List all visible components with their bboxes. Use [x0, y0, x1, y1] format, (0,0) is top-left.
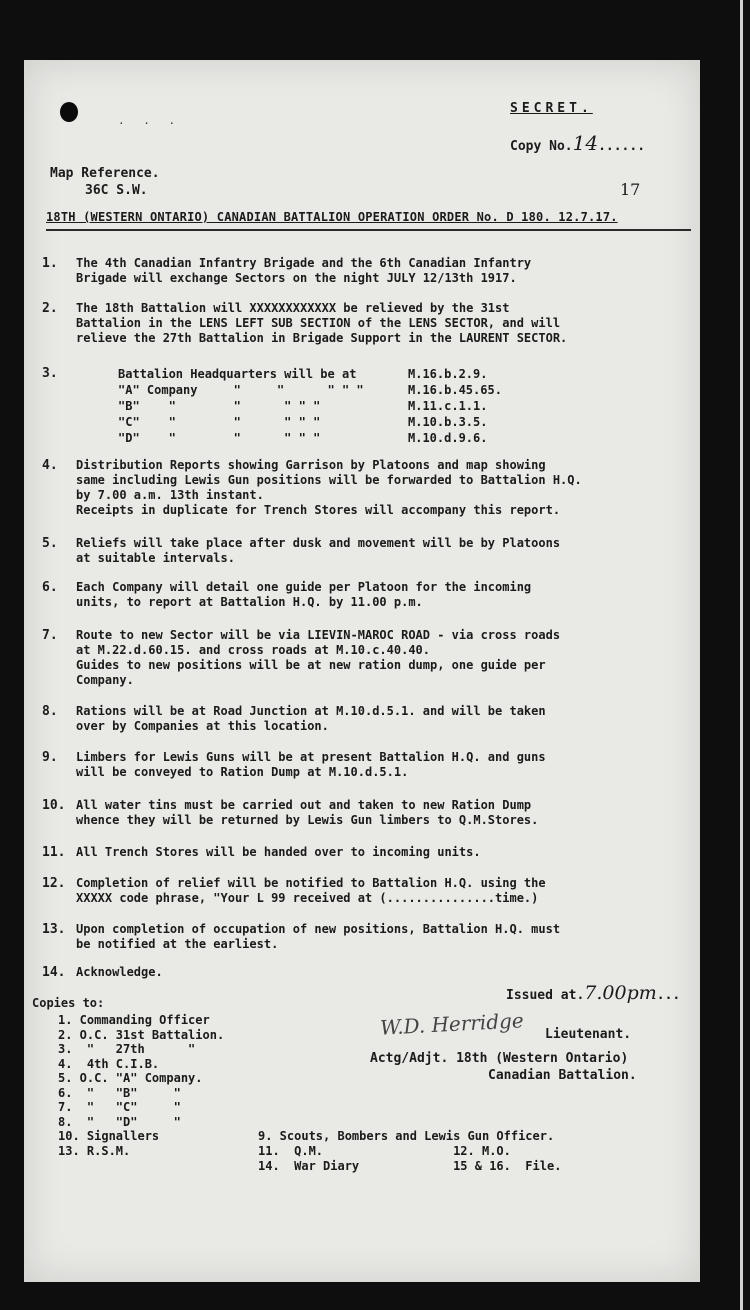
para-number: 12.: [42, 876, 66, 891]
list-item: 1. Commanding Officer: [58, 1013, 210, 1027]
para-number: 6.: [42, 580, 58, 595]
right-edge-strip: [740, 0, 743, 1310]
copy-no-value: 14: [572, 131, 599, 155]
para-text: Completion of relief will be notified to Battalion H.Q. using the XXXXX code phrase, "Your L 99 received at (...............time.): [76, 876, 546, 905]
page-number: 17: [620, 180, 641, 199]
list-item: 14. War Diary 15 & 16. File.: [258, 1159, 562, 1173]
para-number: 5.: [42, 536, 58, 551]
para-number: 4.: [42, 458, 58, 473]
hq-unit: "C" " " " " ": [118, 415, 321, 429]
issued-time: 7.00pm: [584, 982, 657, 1004]
table-row: [118, 398, 502, 414]
para-number: 14.: [42, 965, 66, 980]
list-item: 3. " 27th ": [58, 1042, 196, 1056]
hq-unit: "D" " " " " ": [118, 431, 321, 445]
para-text: Rations will be at Road Junction at M.10.d.5.1. and will be taken over by Companies at this location.: [76, 704, 546, 733]
para-number: 1.: [42, 256, 58, 271]
signatory-rank: Lieutenant.: [545, 1027, 632, 1042]
hq-unit: "B" " " " " ": [118, 399, 321, 413]
issued-at: [506, 982, 681, 1004]
para-number: 11.: [42, 845, 66, 860]
punch-hole: [60, 102, 78, 122]
para-text: The 4th Canadian Infantry Brigade and the 6th Canadian Infantry Brigade will exchange Sectors on the night JULY 12/13th 1917.: [76, 256, 532, 285]
para-text: Acknowledge.: [76, 965, 163, 979]
list-item: 8. " "D" ": [58, 1114, 181, 1129]
list-item: 6. " "B" ": [58, 1085, 181, 1100]
para-number: 2.: [42, 301, 58, 316]
para-text: The 18th Battalion will XXXXXXXXXXXX be relieved by the 31st Battalion in the LENS LEFT SUB SECTION of the LENS SECTOR, and will relieve the 27th Battalion in Brigade Support in the LAURENT SECTOR.: [76, 301, 568, 345]
list-item: 4. 4th C.I.B.: [58, 1056, 160, 1071]
list-item: 2. O.C. 31st Battalion.: [58, 1027, 225, 1042]
hq-map-ref: M.11.c.1.1.: [408, 399, 488, 413]
document-heading: 18TH (WESTERN ONTARIO) CANADIAN BATTALION OPERATION ORDER No. D 180. 12.7.17.: [46, 210, 618, 224]
table-row: [118, 430, 502, 446]
hq-map-ref: M.16.b.2.9.: [408, 367, 488, 381]
copy-number: [510, 131, 646, 155]
map-reference-value: 36C S.W.: [85, 183, 148, 198]
list-item: 5. O.C. "A" Company.: [58, 1071, 203, 1085]
para-text: Upon completion of occupation of new positions, Battalion H.Q. must be notified at the earliest.: [76, 922, 561, 951]
para-number: 9.: [42, 750, 58, 765]
para-number: 8.: [42, 704, 58, 719]
para-number: 7.: [42, 628, 58, 643]
list-item: 9. Scouts, Bombers and Lewis Gun Officer.: [258, 1129, 555, 1143]
secret-classification: SECRET.: [510, 101, 593, 116]
copy-no-label: Copy No.: [510, 139, 573, 154]
para-text: All Trench Stores will be handed over to incoming units.: [76, 845, 481, 859]
list-item: 10. Signallers: [58, 1129, 160, 1143]
para-text: Distribution Reports showing Garrison by Platoons and map showing same including Lewis Gun positions will be forwarded to Battalion H.Q. by 7.00 a.m. 13th instant. Receipts in duplicate for Trench Stores will accompany this report.: [76, 458, 582, 517]
list-item: 13. R.S.M.: [58, 1143, 131, 1158]
para-text: Reliefs will take place after dusk and movement will be by Platoons at suitable intervals.: [76, 536, 561, 565]
para-text: Route to new Sector will be via LIEVIN-MAROC ROAD - via cross roads at M.22.d.60.15. and cross roads at M.10.c.40.40. Guides to new positions will be at new ration dump, one guide per Company.: [76, 628, 561, 687]
issued-label: Issued at.: [506, 988, 585, 1003]
para-number: 13.: [42, 922, 66, 937]
table-row: [118, 414, 502, 430]
para-text: All water tins must be carried out and taken to new Ration Dump whence they will be returned by Lewis Gun limbers to Q.M.Stores.: [76, 798, 539, 827]
issued-dots: ...: [656, 988, 681, 1003]
copies-to-title: Copies to:: [32, 996, 105, 1010]
handwritten-signature: W.D. Herridge: [379, 1008, 525, 1040]
copies-list-continued: [258, 1129, 561, 1174]
hq-unit: "A" Company " " " " ": [118, 383, 364, 397]
stray-marks: . . .: [118, 114, 182, 127]
copies-list: [58, 1013, 224, 1158]
list-item: 11. Q.M. 12. M.O.: [258, 1144, 511, 1158]
para-text: Each Company will detail one guide per Platoon for the incoming units, to report at Battalion H.Q. by 11.00 p.m.: [76, 580, 532, 609]
para-number: 10.: [42, 798, 66, 813]
hq-unit: Battalion Headquarters will be at: [118, 367, 357, 381]
signatory-unit: Canadian Battalion.: [488, 1068, 637, 1083]
hq-map-ref: M.16.b.45.65.: [408, 383, 502, 397]
copy-no-dots: ......: [598, 139, 646, 154]
table-row: [118, 382, 502, 398]
signatory-role: Actg/Adjt. 18th (Western Ontario): [370, 1051, 629, 1066]
para-number: 3.: [42, 366, 58, 381]
headquarters-locations-table: [118, 366, 502, 446]
para-text: Limbers for Lewis Guns will be at present Battalion H.Q. and guns will be conveyed to Ration Dump at M.10.d.5.1.: [76, 750, 546, 779]
table-row: [118, 366, 502, 382]
hq-map-ref: M.10.b.3.5.: [408, 415, 488, 429]
heading-rule: [46, 229, 691, 231]
list-item: 7. " "C" ": [58, 1100, 181, 1114]
hq-map-ref: M.10.d.9.6.: [408, 431, 488, 445]
map-reference-label: Map Reference.: [50, 166, 160, 181]
